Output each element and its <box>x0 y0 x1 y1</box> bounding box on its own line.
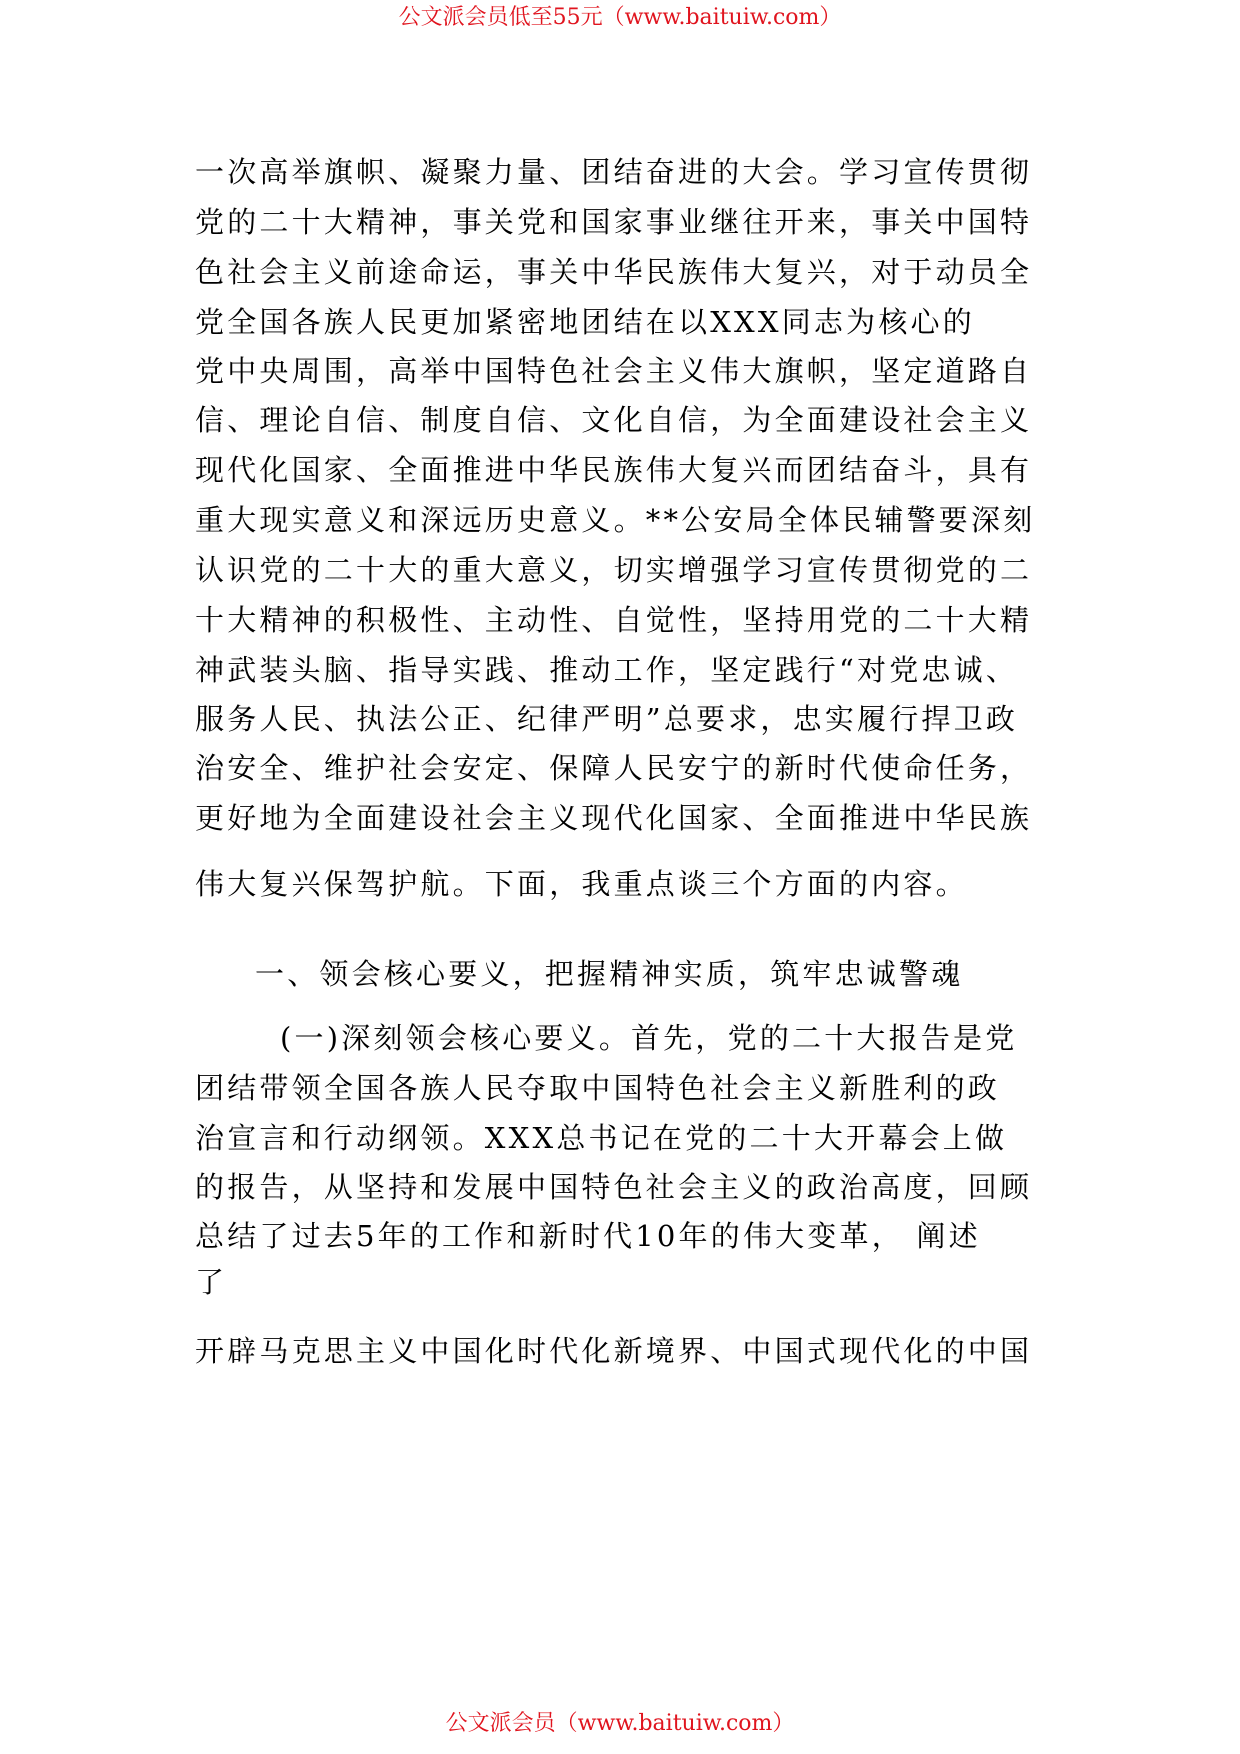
body-line: 治安全、维护社会安定、保障人民安宁的新时代使命任务， <box>195 751 1033 785</box>
body-line: 重大现实意义和深远历史意义。**公安局全体民辅警要深刻 <box>195 503 1036 537</box>
body-line: 认识党的二十大的重大意义，切实增强学习宣传贯彻党的二 <box>195 553 1033 587</box>
body-line: 党全国各族人民更加紧密地团结在以XXX同志为核心的 <box>195 305 975 339</box>
body-line: 神武装头脑、指导实践、推动工作，坚定践行“对党忠诚、 <box>195 653 1019 687</box>
body-line: 更好地为全面建设社会主义现代化国家、全面推进中华民族 <box>195 801 1033 835</box>
header-watermark-banner: 公文派会员低至55元（www.baituiw.com） <box>398 5 842 30</box>
body-line: 伟大复兴保驾护航。下面，我重点谈三个方面的内容。 <box>195 867 968 901</box>
body-line: 现代化国家、全面推进中华民族伟大复兴而团结奋斗，具有 <box>195 453 1033 487</box>
body-line: 服务人民、执法公正、纪律严明”总要求，忠实履行捍卫政 <box>195 702 1019 736</box>
body-line: 团结带领全国各族人民夺取中国特色社会主义新胜利的政 <box>195 1071 1001 1105</box>
footer-watermark-banner: 公文派会员（www.baituiw.com） <box>445 1711 795 1736</box>
body-line: 了 <box>195 1265 228 1299</box>
subsection-first-line: (一)深刻领会核心要义。首先，党的二十大报告是党 <box>280 1021 1018 1055</box>
body-line: 色社会主义前途命运，事关中华民族伟大复兴，对于动员全 <box>195 255 1033 289</box>
body-line: 治宣言和行动纲领。XXX总书记在党的二十大开幕会上做 <box>195 1121 1008 1155</box>
body-line: 党的二十大精神，事关党和国家事业继往开来，事关中国特 <box>195 205 1033 239</box>
body-line: 的报告，从坚持和发展中国特色社会主义的政治高度，回顾 <box>195 1170 1033 1204</box>
body-line: 信、理论自信、制度自信、文化自信，为全面建设社会主义 <box>195 403 1033 437</box>
body-line: 开辟马克思主义中国化时代化新境界、中国式现代化的中国 <box>195 1334 1033 1368</box>
section-heading: 一、领会核心要义，把握精神实质，筑牢忠诚警魂 <box>255 957 964 991</box>
body-line: 总结了过去5年的工作和新时代10年的伟大变革， 阐述 <box>195 1219 981 1253</box>
body-line: 党中央周围，高举中国特色社会主义伟大旗帜，坚定道路自 <box>195 354 1033 388</box>
body-line: 十大精神的积极性、主动性、自觉性，坚持用党的二十大精 <box>195 603 1033 637</box>
body-line: 一次高举旗帜、凝聚力量、团结奋进的大会。学习宣传贯彻 <box>195 155 1033 189</box>
